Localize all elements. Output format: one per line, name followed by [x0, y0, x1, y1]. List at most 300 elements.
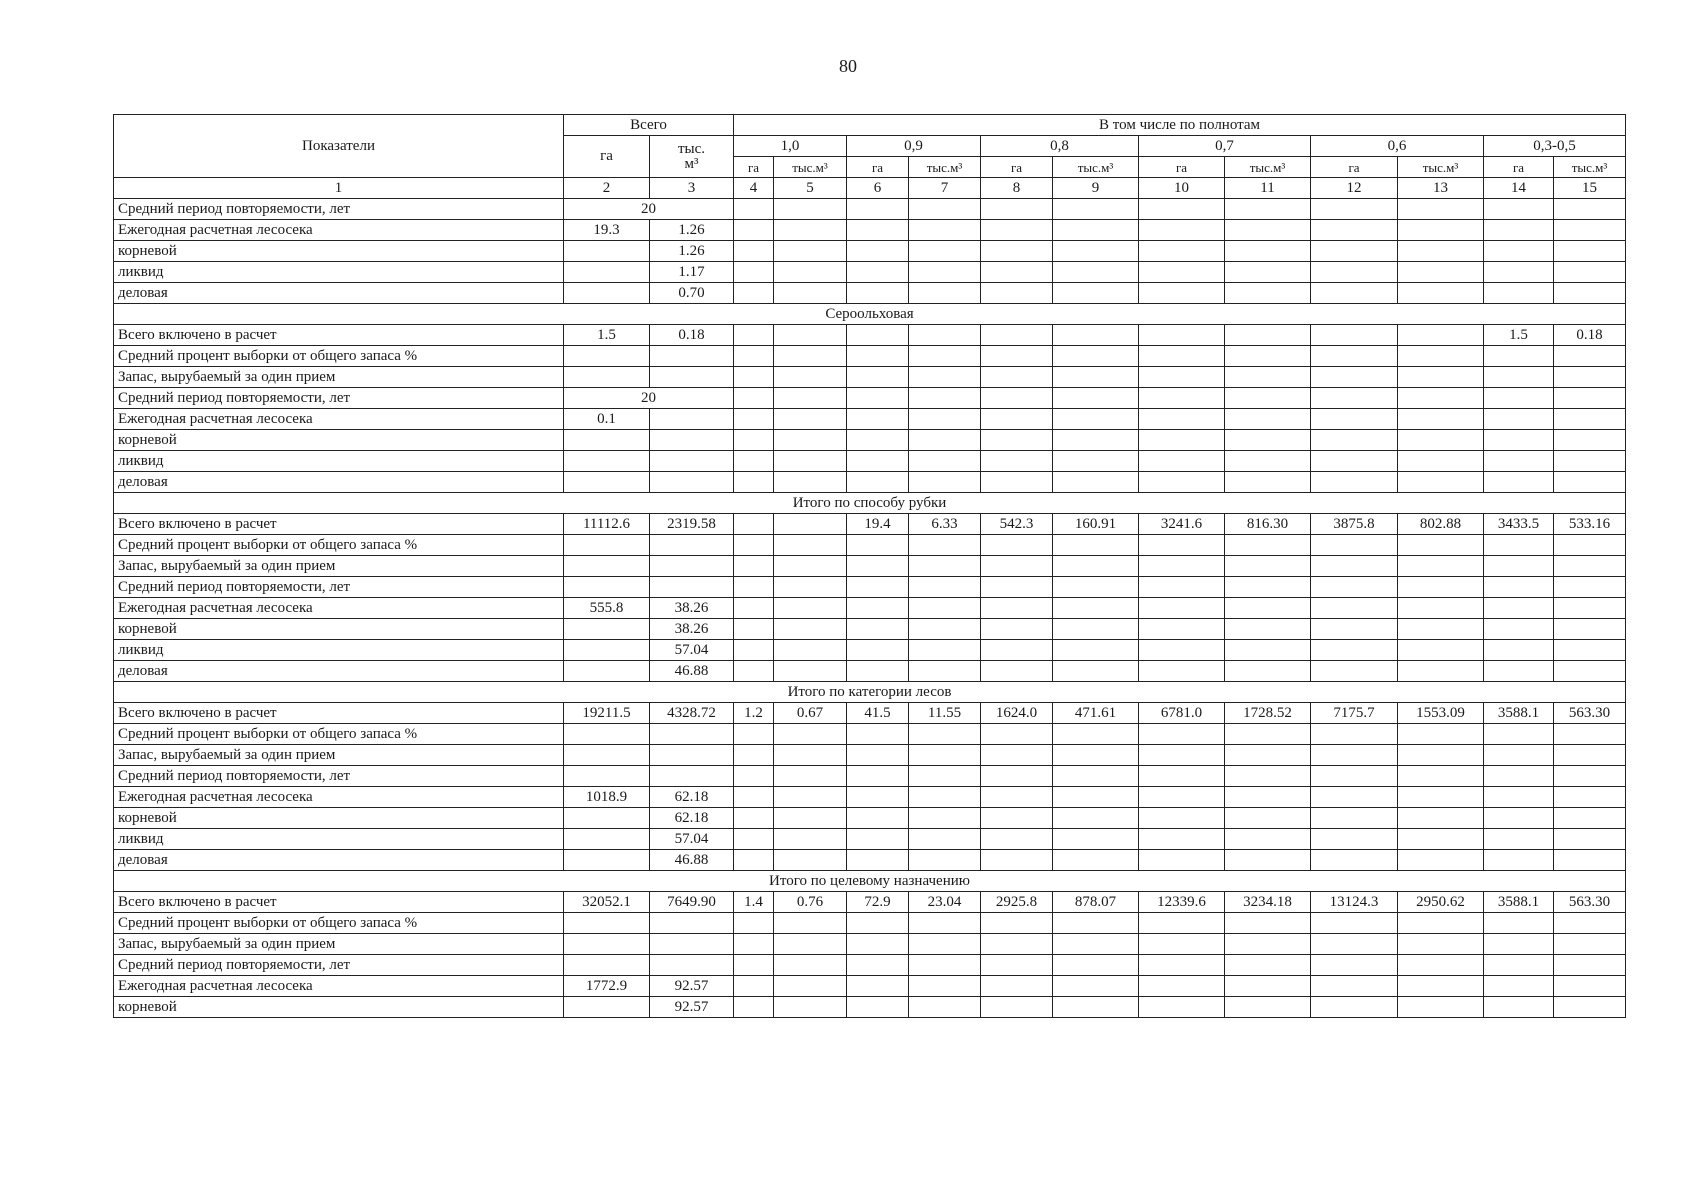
table-cell — [1398, 619, 1484, 640]
table-cell — [909, 556, 981, 577]
table-cell — [774, 430, 847, 451]
table-cell — [1053, 199, 1139, 220]
table-cell — [981, 850, 1053, 871]
section-header-row — [114, 304, 1626, 325]
table-cell — [1554, 241, 1626, 262]
header-unit-volume: тыс.м³ — [1554, 157, 1626, 178]
table-cell — [981, 556, 1053, 577]
table-row — [114, 430, 1626, 451]
row-label: Средний процент выборки от общего запаса % — [114, 535, 564, 556]
table-cell — [981, 766, 1053, 787]
table-cell — [847, 409, 909, 430]
table-cell — [1554, 619, 1626, 640]
table-cell — [734, 472, 774, 493]
table-cell — [1311, 262, 1398, 283]
table-cell — [1139, 976, 1225, 997]
table-cell — [981, 976, 1053, 997]
table-cell — [1398, 556, 1484, 577]
table-cell: 1018.9 — [564, 787, 650, 808]
table-cell: 160.91 — [1053, 514, 1139, 535]
table-row — [114, 262, 1626, 283]
table-cell — [1311, 346, 1398, 367]
table-cell — [1225, 220, 1311, 241]
table-cell — [1311, 535, 1398, 556]
table-cell — [774, 619, 847, 640]
table-cell — [774, 934, 847, 955]
table-cell — [1398, 955, 1484, 976]
column-number-row — [114, 178, 1626, 199]
table-cell — [1554, 640, 1626, 661]
table-cell — [847, 745, 909, 766]
page-number: 80 — [839, 56, 857, 76]
table-cell: 19.3 — [564, 220, 650, 241]
table-cell — [1484, 787, 1554, 808]
table-cell — [734, 451, 774, 472]
table-cell — [1398, 850, 1484, 871]
table-cell — [981, 199, 1053, 220]
table-cell — [909, 577, 981, 598]
table-row — [114, 724, 1626, 745]
table-row — [114, 913, 1626, 934]
table-cell — [1053, 619, 1139, 640]
table-row — [114, 892, 1626, 913]
row-label: Средний период повторяемости, лет — [114, 955, 564, 976]
table-cell — [909, 388, 981, 409]
table-cell — [734, 787, 774, 808]
column-number: 10 — [1139, 178, 1225, 199]
table-cell: 46.88 — [650, 661, 734, 682]
table-cell — [1311, 388, 1398, 409]
table-cell — [774, 724, 847, 745]
table-cell — [1053, 661, 1139, 682]
table-cell — [650, 745, 734, 766]
row-label: Всего включено в расчет — [114, 325, 564, 346]
table-cell — [1139, 598, 1225, 619]
table-cell — [1554, 388, 1626, 409]
table-cell — [1139, 409, 1225, 430]
table-cell — [1139, 913, 1225, 934]
table-row — [114, 955, 1626, 976]
table-cell — [1053, 262, 1139, 283]
table-cell — [774, 220, 847, 241]
header-total-volume — [650, 136, 734, 178]
table-cell — [564, 745, 650, 766]
row-label: Ежегодная расчетная лесосека — [114, 787, 564, 808]
table-cell — [1554, 556, 1626, 577]
table-cell — [1398, 346, 1484, 367]
table-cell — [1554, 913, 1626, 934]
table-cell — [734, 955, 774, 976]
table-cell — [650, 535, 734, 556]
table-cell — [1554, 598, 1626, 619]
table-row — [114, 829, 1626, 850]
table-cell — [909, 808, 981, 829]
table-cell: 1.26 — [650, 220, 734, 241]
table-cell — [1053, 325, 1139, 346]
table-cell — [734, 913, 774, 934]
table-cell — [1554, 472, 1626, 493]
table-cell — [1311, 472, 1398, 493]
table-cell — [1554, 535, 1626, 556]
table-cell — [1484, 283, 1554, 304]
table-cell — [847, 829, 909, 850]
row-label: Всего включено в расчет — [114, 703, 564, 724]
table-cell — [1484, 976, 1554, 997]
table-cell — [1139, 619, 1225, 640]
table-cell — [1139, 388, 1225, 409]
table-cell — [847, 661, 909, 682]
table-cell — [1554, 346, 1626, 367]
table-cell: 0.18 — [1554, 325, 1626, 346]
table-cell: 72.9 — [847, 892, 909, 913]
table-cell — [774, 745, 847, 766]
table-cell — [1554, 409, 1626, 430]
table-cell — [1311, 409, 1398, 430]
table-cell — [1484, 808, 1554, 829]
table-cell — [1311, 829, 1398, 850]
table-row — [114, 745, 1626, 766]
table-cell — [1225, 367, 1311, 388]
table-cell: 563.30 — [1554, 892, 1626, 913]
table-cell — [774, 640, 847, 661]
header-total-ha: га — [564, 136, 650, 178]
table-cell — [1139, 367, 1225, 388]
table-cell: 57.04 — [650, 829, 734, 850]
row-label: Запас, вырубаемый за один прием — [114, 934, 564, 955]
table-cell — [1053, 640, 1139, 661]
table-cell — [1398, 724, 1484, 745]
table-cell — [1398, 388, 1484, 409]
table-row — [114, 703, 1626, 724]
table-cell: 0.76 — [774, 892, 847, 913]
table-cell: 2950.62 — [1398, 892, 1484, 913]
table-cell: 11.55 — [909, 703, 981, 724]
table-cell — [847, 283, 909, 304]
table-cell — [1484, 241, 1554, 262]
table-cell — [909, 829, 981, 850]
table-cell: 533.16 — [1554, 514, 1626, 535]
table-cell — [1311, 430, 1398, 451]
header-unit-volume: тыс.м³ — [909, 157, 981, 178]
table-cell — [1484, 451, 1554, 472]
table-cell — [774, 997, 847, 1018]
table-cell: 6781.0 — [1139, 703, 1225, 724]
header-unit-ha: га — [847, 157, 909, 178]
table-cell — [1311, 556, 1398, 577]
table-cell — [981, 472, 1053, 493]
table-cell — [909, 850, 981, 871]
table-row — [114, 514, 1626, 535]
row-label: корневой — [114, 808, 564, 829]
table-row — [114, 577, 1626, 598]
table-cell — [1554, 808, 1626, 829]
table-cell — [1053, 241, 1139, 262]
table-cell — [564, 577, 650, 598]
header-total: Всего — [564, 115, 734, 136]
table-cell — [774, 976, 847, 997]
table-cell — [1398, 598, 1484, 619]
table-cell: 7649.90 — [650, 892, 734, 913]
table-cell — [909, 745, 981, 766]
table-cell — [564, 661, 650, 682]
table-cell — [1225, 934, 1311, 955]
table-cell — [1139, 829, 1225, 850]
table-cell — [847, 808, 909, 829]
table-cell — [847, 199, 909, 220]
table-cell — [909, 325, 981, 346]
column-number: 6 — [847, 178, 909, 199]
table-cell — [909, 535, 981, 556]
table-cell — [847, 766, 909, 787]
table-cell — [847, 724, 909, 745]
table-cell — [909, 766, 981, 787]
table-cell — [774, 598, 847, 619]
table-cell — [564, 808, 650, 829]
table-body — [114, 199, 1626, 1018]
table-cell — [909, 262, 981, 283]
table-cell: 6.33 — [909, 514, 981, 535]
table-cell — [564, 367, 650, 388]
table-cell — [1398, 577, 1484, 598]
table-cell — [1139, 724, 1225, 745]
table-row — [114, 997, 1626, 1018]
table-cell — [909, 430, 981, 451]
table-row — [114, 535, 1626, 556]
table-cell — [650, 472, 734, 493]
table-cell — [909, 640, 981, 661]
table-cell — [847, 997, 909, 1018]
table-cell — [1398, 241, 1484, 262]
header-thous-label: тыс. — [677, 140, 706, 157]
section-title: Итого по способу рубки — [114, 493, 1626, 514]
table-cell — [774, 388, 847, 409]
table-cell — [1053, 955, 1139, 976]
table-cell: 12339.6 — [1139, 892, 1225, 913]
table-cell — [909, 598, 981, 619]
table-cell — [1053, 367, 1139, 388]
table-cell: 92.57 — [650, 976, 734, 997]
column-number: 14 — [1484, 178, 1554, 199]
table-cell — [1311, 766, 1398, 787]
table-cell — [1053, 577, 1139, 598]
table-cell — [1139, 787, 1225, 808]
table-cell — [1053, 220, 1139, 241]
row-label: Всего включено в расчет — [114, 514, 564, 535]
table-cell — [774, 451, 847, 472]
table-cell — [1484, 472, 1554, 493]
table-cell — [1139, 850, 1225, 871]
table-cell — [1225, 787, 1311, 808]
table-cell — [1554, 367, 1626, 388]
table-cell — [1554, 829, 1626, 850]
table-cell — [847, 451, 909, 472]
table-cell — [564, 850, 650, 871]
table-cell — [774, 577, 847, 598]
table-row — [114, 388, 1626, 409]
table-cell — [734, 934, 774, 955]
table-cell — [734, 367, 774, 388]
table-cell — [981, 934, 1053, 955]
table-cell — [650, 724, 734, 745]
table-row — [114, 934, 1626, 955]
table-cell — [1225, 850, 1311, 871]
table-cell — [847, 598, 909, 619]
table-cell — [1398, 451, 1484, 472]
table-cell — [1225, 913, 1311, 934]
table-row — [114, 640, 1626, 661]
table-cell — [1554, 283, 1626, 304]
table-cell — [1311, 283, 1398, 304]
section-title: Итого по категории лесов — [114, 682, 1626, 703]
table-cell — [909, 724, 981, 745]
table-cell: 1728.52 — [1225, 703, 1311, 724]
table-cell — [1225, 472, 1311, 493]
table-cell — [1225, 409, 1311, 430]
table-cell — [1398, 409, 1484, 430]
table-cell — [1225, 598, 1311, 619]
table-cell — [734, 829, 774, 850]
table-cell — [981, 388, 1053, 409]
section-header-row — [114, 871, 1626, 892]
table-cell — [1225, 955, 1311, 976]
table-cell — [981, 808, 1053, 829]
table-cell — [847, 346, 909, 367]
table-cell — [1139, 451, 1225, 472]
table-cell — [847, 241, 909, 262]
table-cell — [564, 640, 650, 661]
table-cell — [847, 535, 909, 556]
table-cell — [1139, 346, 1225, 367]
table-cell — [847, 619, 909, 640]
row-label: Средний процент выборки от общего запаса % — [114, 346, 564, 367]
table-row — [114, 850, 1626, 871]
header-density-6: 0,3-0,5 — [1484, 136, 1626, 157]
table-cell — [981, 346, 1053, 367]
table-cell — [564, 619, 650, 640]
table-cell — [564, 934, 650, 955]
table-cell — [774, 283, 847, 304]
table-cell — [1554, 451, 1626, 472]
table-cell: 3588.1 — [1484, 703, 1554, 724]
table-cell — [1311, 976, 1398, 997]
table-cell — [1225, 766, 1311, 787]
table-cell: 3234.18 — [1225, 892, 1311, 913]
table-cell — [1053, 850, 1139, 871]
table-row — [114, 556, 1626, 577]
row-label: Средний период повторяемости, лет — [114, 577, 564, 598]
row-label: ликвид — [114, 451, 564, 472]
table-cell — [734, 514, 774, 535]
table-cell — [564, 262, 650, 283]
table-cell — [1311, 367, 1398, 388]
table-cell — [1311, 997, 1398, 1018]
table-cell — [909, 220, 981, 241]
table-cell — [1225, 976, 1311, 997]
table-cell — [1554, 577, 1626, 598]
table-cell — [847, 556, 909, 577]
column-number: 3 — [650, 178, 734, 199]
table-cell — [1311, 577, 1398, 598]
table-cell: 0.70 — [650, 283, 734, 304]
table-cell — [1053, 388, 1139, 409]
table-cell — [1554, 997, 1626, 1018]
table-cell: 0.1 — [564, 409, 650, 430]
table-cell — [1053, 409, 1139, 430]
table-cell — [564, 430, 650, 451]
table-cell — [1053, 766, 1139, 787]
header-unit-ha: га — [1139, 157, 1225, 178]
table-cell — [1484, 850, 1554, 871]
table-cell — [774, 514, 847, 535]
table-cell — [1053, 997, 1139, 1018]
table-cell — [1053, 829, 1139, 850]
table-cell — [847, 934, 909, 955]
column-number: 5 — [774, 178, 847, 199]
table-cell — [1484, 535, 1554, 556]
table-cell — [1225, 199, 1311, 220]
table-cell — [1139, 472, 1225, 493]
table-cell — [981, 535, 1053, 556]
table-cell — [981, 619, 1053, 640]
table-cell — [1484, 955, 1554, 976]
table-cell — [1311, 724, 1398, 745]
table-cell — [1225, 577, 1311, 598]
table-cell: 0.67 — [774, 703, 847, 724]
table-cell — [847, 640, 909, 661]
table-cell — [1139, 745, 1225, 766]
table-cell — [981, 430, 1053, 451]
table-cell — [1311, 850, 1398, 871]
table-cell — [1484, 661, 1554, 682]
table-cell — [1053, 808, 1139, 829]
table-cell — [1139, 430, 1225, 451]
table-cell — [650, 409, 734, 430]
header-unit-ha: га — [1484, 157, 1554, 178]
table-cell — [847, 367, 909, 388]
table-cell — [1484, 346, 1554, 367]
table-cell — [1554, 430, 1626, 451]
header-by-density: В том числе по полнотам — [734, 115, 1626, 136]
table-cell — [1139, 325, 1225, 346]
table-cell — [1139, 241, 1225, 262]
header-unit-volume: тыс.м³ — [1225, 157, 1311, 178]
table-cell — [1554, 934, 1626, 955]
header-unit-volume: тыс.м³ — [1053, 157, 1139, 178]
table-cell — [774, 955, 847, 976]
merged-total-cell: 20 — [564, 199, 734, 220]
table-cell — [909, 241, 981, 262]
table-cell — [734, 388, 774, 409]
row-label: Средний период повторяемости, лет — [114, 388, 564, 409]
table-cell — [774, 913, 847, 934]
table-row — [114, 661, 1626, 682]
table-cell: 563.30 — [1554, 703, 1626, 724]
table-cell — [1311, 325, 1398, 346]
table-cell: 1.5 — [564, 325, 650, 346]
table-cell — [650, 451, 734, 472]
column-number: 4 — [734, 178, 774, 199]
row-label: Запас, вырубаемый за один прием — [114, 745, 564, 766]
table-cell — [847, 577, 909, 598]
table-cell: 1624.0 — [981, 703, 1053, 724]
row-label: деловая — [114, 661, 564, 682]
table-cell — [650, 955, 734, 976]
table-cell — [734, 220, 774, 241]
table-cell: 555.8 — [564, 598, 650, 619]
table-cell — [1311, 598, 1398, 619]
table-cell — [734, 325, 774, 346]
table-cell — [650, 556, 734, 577]
